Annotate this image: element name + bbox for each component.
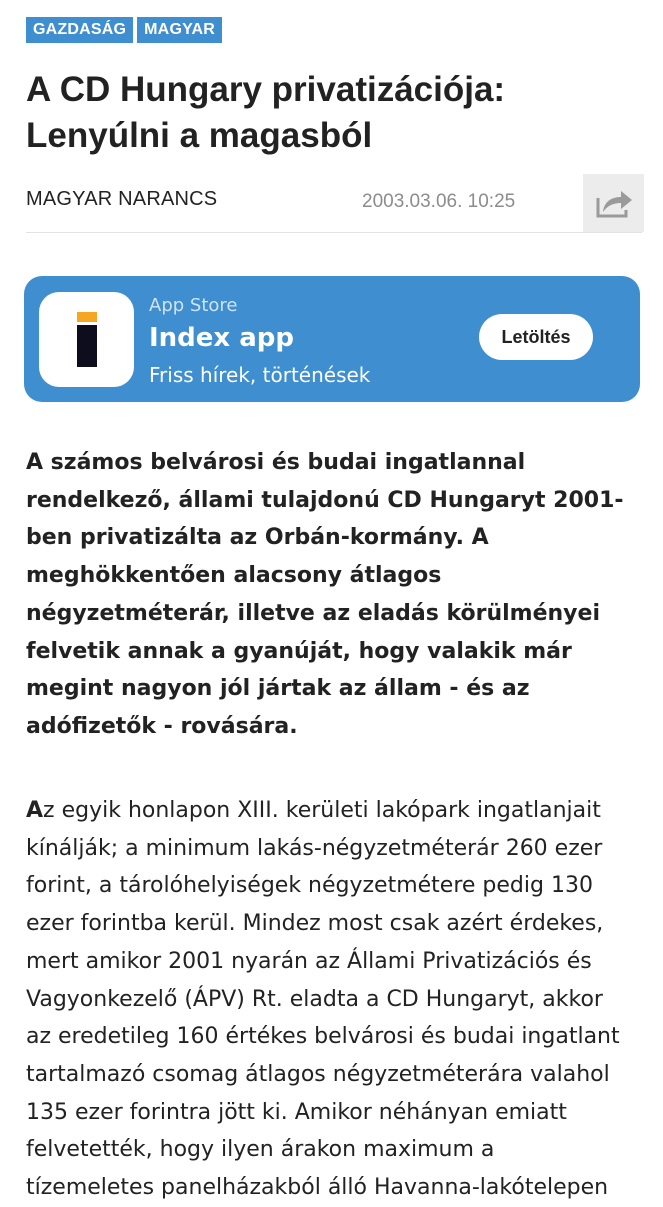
article-author[interactable]: MAGYAR NARANCS: [26, 188, 218, 210]
lead-line: megint nagyon jól jártak az állam - és az: [26, 676, 530, 702]
lead-line: meghökkentően alacsony átlagos: [26, 563, 442, 589]
app-download-banner[interactable]: [24, 276, 640, 402]
body-line: ezer forintba kerül. Mindez most csak azért érdekes,: [26, 911, 604, 937]
app-store-label: App Store: [149, 295, 238, 316]
article-title: A CD Hungary privatizációja: Lenyúlni a magasból: [26, 70, 506, 155]
body-line: 135 ezer forintra jött ki. Amikor néhányan emiatt: [26, 1099, 567, 1125]
article-meta: [26, 174, 642, 233]
lead-line: A számos belvárosi és budai ingatlannal: [26, 450, 526, 475]
body-line: [26, 792, 646, 830]
share-icon: [594, 186, 634, 220]
tag-magyar[interactable]: MAGYAR: [137, 17, 222, 43]
article-body: [26, 792, 646, 1207]
body-line: forint, a tárolóhelyiségek négyzetmétere pedig 130: [26, 873, 593, 899]
app-name: Index app: [149, 323, 295, 353]
body-line: tartalmazó csomag átlagos négyzetméterára valahol: [26, 1061, 610, 1087]
index-logo-icon: [39, 292, 134, 387]
body-line: felvetették, hogy ilyen árakon maximum a: [26, 1137, 495, 1163]
lead-line: rendelkező, állami tulajdonú CD Hungaryt 2001-: [26, 487, 624, 513]
body-line: Vagyonkezelő (ÁPV) Rt. eladta a CD Hungaryt, akkor: [26, 986, 603, 1012]
share-button[interactable]: [583, 174, 644, 232]
lead-line: négyzetméterár, illetve az eladás körülményei: [26, 600, 600, 626]
lead-line: ben privatizálta az Orbán-kormány. A: [26, 525, 489, 551]
logo-stem-bar: [77, 325, 97, 367]
category-tags: [26, 17, 222, 43]
tag-gazdasag[interactable]: GAZDASÁG: [26, 17, 133, 43]
article-lead: [26, 444, 636, 746]
body-line: az eredetileg 160 értékes belvárosi és budai ingatlant: [26, 1024, 620, 1050]
body-line: tízemeletes panelházakból álló Havanna-lakótelepen: [26, 1175, 609, 1201]
lead-line: adófizetők - rovására.: [26, 713, 298, 739]
lead-line: felvetik annak a gyanúját, hogy valakik már: [26, 638, 572, 664]
dropcap: A: [26, 798, 44, 823]
app-tagline: Friss hírek, történések: [149, 363, 371, 387]
article-date: 2003.03.06. 10:25: [362, 191, 516, 212]
logo-accent-bar: [77, 312, 97, 322]
body-line: mert amikor 2001 nyarán az Állami Privatizációs és: [26, 948, 592, 974]
download-button[interactable]: Letöltés: [479, 314, 593, 360]
body-first-line-text: z egyik honlapon XIII. kerületi lakópark ingatlanjait: [43, 798, 601, 823]
body-line: kínálják; a minimum lakás-négyzetméterár 260 ezer: [26, 835, 603, 861]
